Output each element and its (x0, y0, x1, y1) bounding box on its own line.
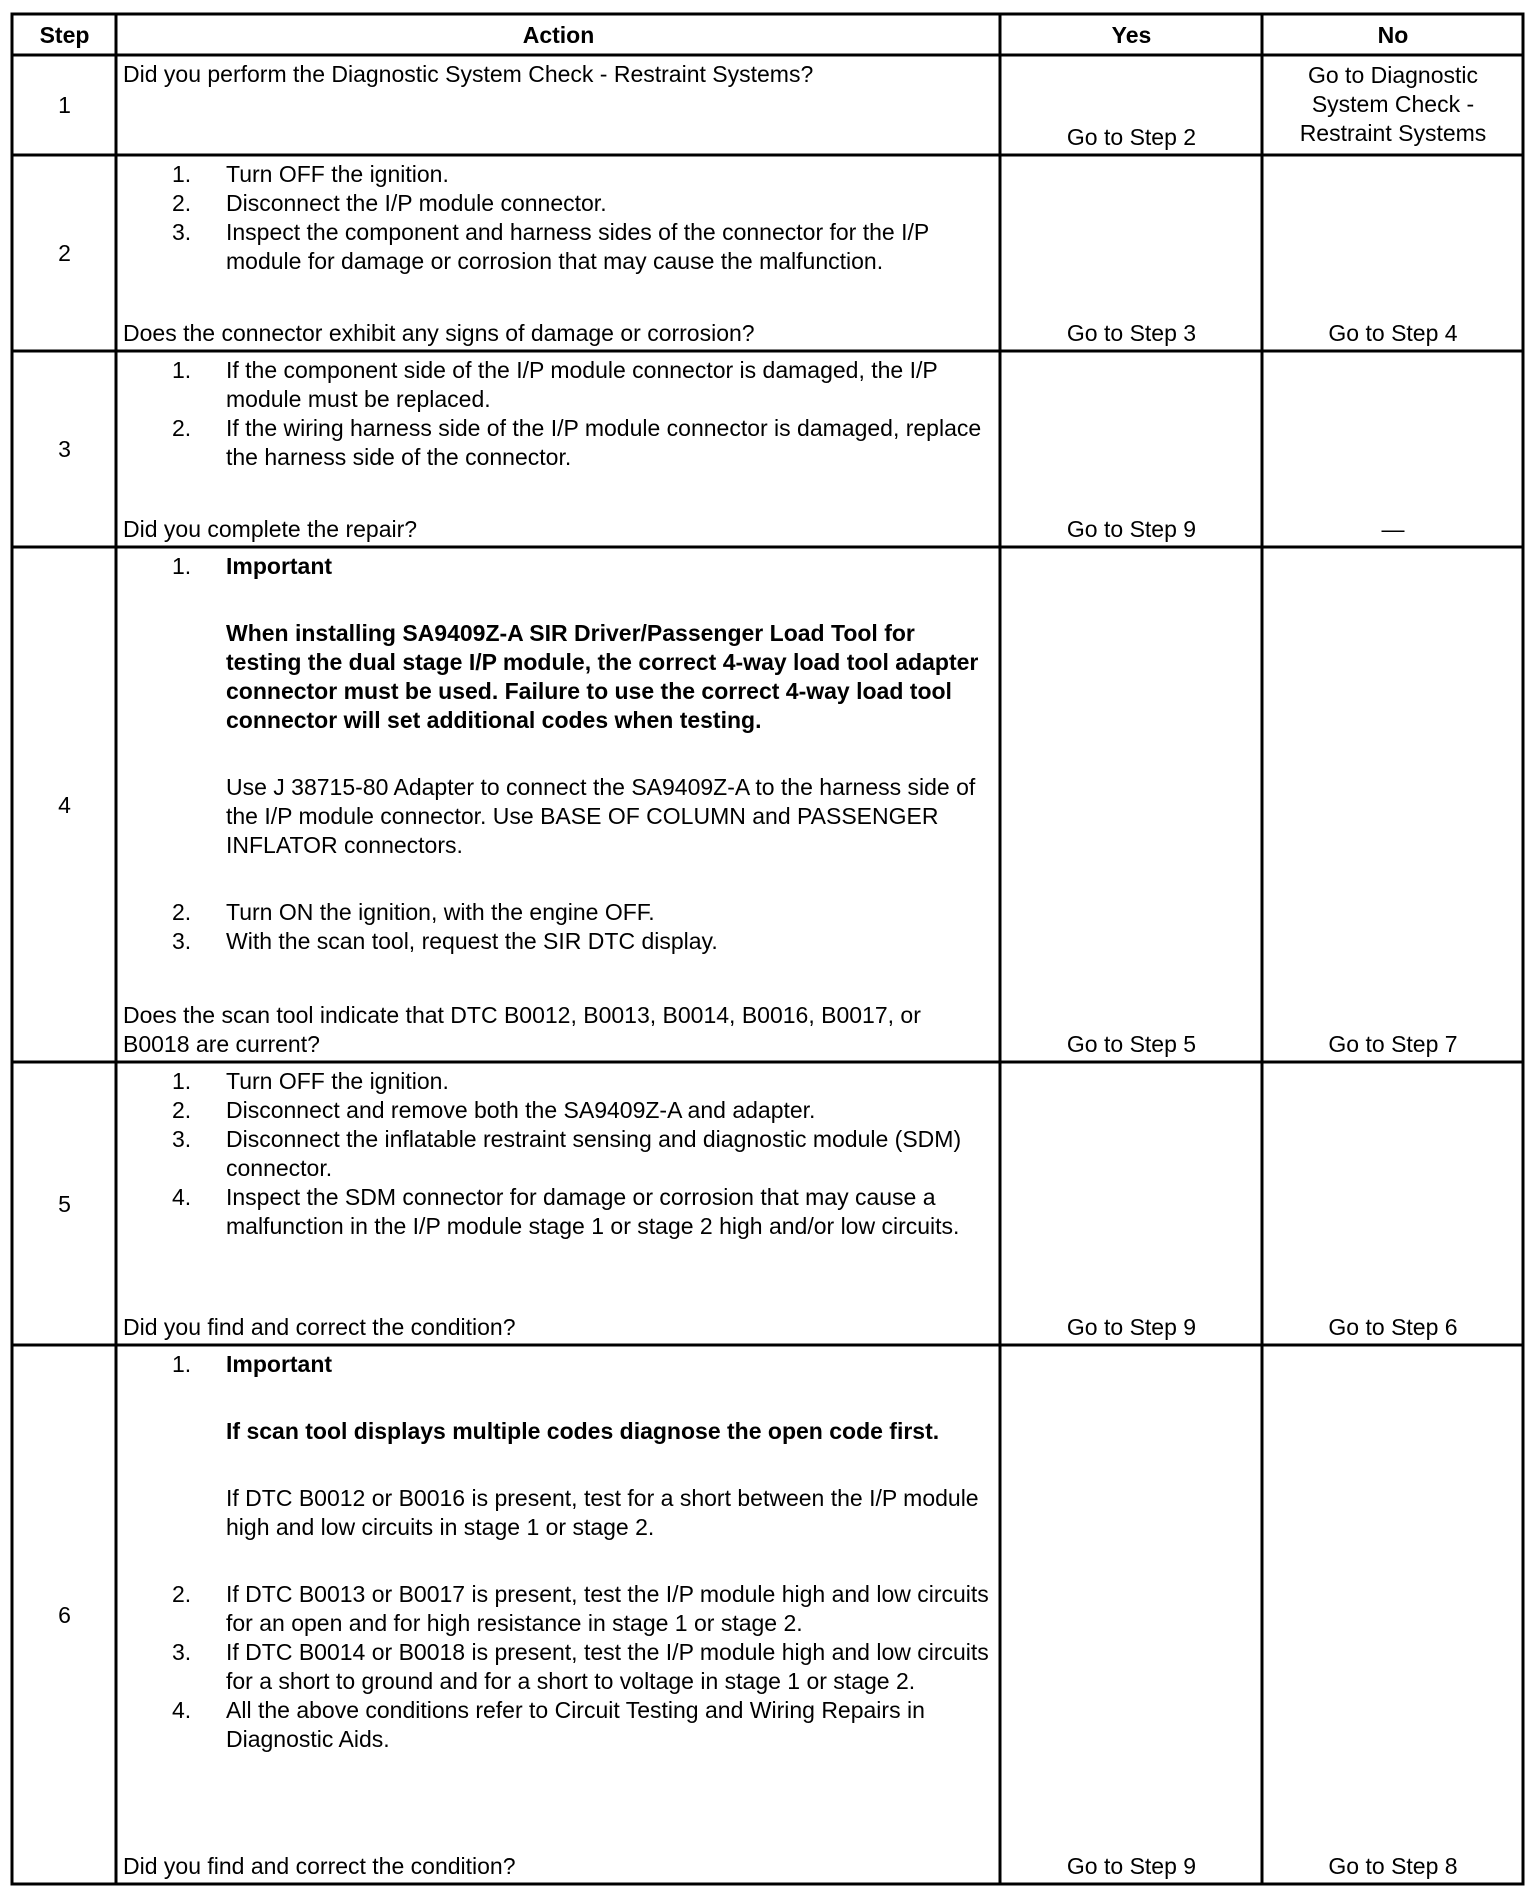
no-answer (1264, 1347, 1522, 1883)
header-no: No (1377, 21, 1409, 48)
yes-text: Go to Step 2 (1066, 124, 1197, 150)
important-note: If scan tool displays multiple codes diagnose the open code first. (226, 1418, 940, 1444)
list-item: 4. All the above conditions refer to Circuit Testing and Wiring Repairs in Diagnostic Aids. (172, 1697, 925, 1752)
action-question: Did you find and correct the condition? (123, 1853, 516, 1879)
action-steps (123, 160, 993, 276)
action-steps (123, 356, 993, 472)
important-label: Important (226, 553, 333, 579)
no-answer (1264, 1064, 1522, 1344)
action-question: Did you perform the Diagnostic System Check - Restraint Systems? (123, 61, 814, 87)
list-item: 4. Inspect the SDM connector for damage or corrosion that may cause a malfunction in the I/P module stage 1 or stage 2 high and/or low circuits. (172, 1184, 960, 1239)
list-item: 2. Turn ON the ignition, with the engine OFF. (172, 899, 655, 925)
action-cell (118, 549, 999, 1061)
list-item: 1. Important If scan tool displays multiple codes diagnose the open code first. If DTC B0012 or B0016 is present, test for a short between the I/P module high and low circuits in stage 1 or stage 2. (123, 1350, 993, 1580)
no-text: Go to Step 6 (1328, 1314, 1458, 1340)
action-cell (118, 1064, 999, 1344)
action-cell (118, 157, 999, 350)
action-cell (118, 353, 999, 546)
action-question: Does the scan tool indicate that DTC B0012, B0013, B0014, B0016, B0017, or B0018 are current? (123, 1002, 921, 1057)
no-text: Go to Step 8 (1328, 1853, 1458, 1879)
yes-answer (1002, 157, 1261, 350)
yes-text: Go to Step 5 (1066, 1031, 1197, 1057)
action-steps (123, 1350, 993, 1754)
action-question: Did you find and correct the condition? (123, 1314, 516, 1340)
yes-text: Go to Step 3 (1066, 320, 1197, 346)
important-note: When installing SA9409Z-A SIR Driver/Passenger Load Tool for testing the dual stage I/P module, the correct 4-way load tool adapter connector must be used. Failure to use the correct 4-way load tool connector will set additional codes when testing. (226, 620, 979, 733)
header-action: Action (522, 21, 595, 48)
no-text: Go to Step 7 (1328, 1031, 1458, 1057)
list-item: 2. If DTC B0013 or B0017 is present, test the I/P module high and low circuits for an open and for high resistance in stage 1 or stage 2. (172, 1581, 989, 1636)
step-number: 2 (58, 240, 71, 266)
header-yes: Yes (1111, 21, 1152, 48)
action-cell (118, 57, 999, 154)
no-answer (1264, 353, 1522, 546)
yes-answer (1002, 549, 1261, 1061)
no-text: — (1381, 516, 1405, 542)
list-item: 1. Important When installing SA9409Z-A SIR Driver/Passenger Load Tool for testing the dual stage I/P module, the correct 4-way load tool adapter connector must be used. Failure to use the correct 4-way load tool connector will set additional codes when testing. Use J 38715-80 Adapter to connect the SA9409Z-A to the harness side of the I/P module connector. Use BASE OF COLUMN and PASSENGER INFLATOR connectors. (123, 552, 993, 898)
yes-text: Go to Step 9 (1066, 1853, 1197, 1879)
important-label: Important (226, 1351, 333, 1377)
action-steps (123, 1067, 993, 1241)
yes-answer (1002, 57, 1261, 154)
no-answer (1264, 549, 1522, 1061)
no-text: Go to Step 4 (1328, 320, 1458, 346)
header-step: Step (39, 21, 90, 48)
step-number: 4 (58, 791, 71, 818)
step-number: 1 (58, 92, 71, 118)
yes-text: Go to Step 9 (1066, 1314, 1197, 1340)
list-item: 1. Turn OFF the ignition. (172, 161, 449, 187)
step-number: 3 (58, 436, 71, 462)
list-item: 2. If the wiring harness side of the I/P module connector is damaged, replace the harness side of the connector. (172, 415, 982, 470)
action-steps (123, 552, 993, 956)
list-item: 3. If DTC B0014 or B0018 is present, test the I/P module high and low circuits for a short to ground and for a short to voltage in stage 1 or stage 2. (172, 1639, 989, 1694)
no-answer (1264, 157, 1522, 350)
step-number: 6 (58, 1601, 71, 1628)
list-item: 3. Inspect the component and harness sides of the connector for the I/P module for damage or corrosion that may cause the malfunction. (172, 219, 929, 274)
step-number: 5 (58, 1190, 71, 1217)
yes-text: Go to Step 9 (1066, 516, 1197, 542)
action-question: Did you complete the repair? (123, 516, 418, 542)
yes-answer (1002, 1347, 1261, 1883)
no-answer (1264, 57, 1522, 154)
list-item: 3. Disconnect the inflatable restraint sensing and diagnostic module (SDM) connector. (172, 1126, 962, 1181)
list-item: 3. With the scan tool, request the SIR DTC display. (172, 928, 718, 954)
yes-answer (1002, 353, 1261, 546)
step-text: Use J 38715-80 Adapter to connect the SA9409Z-A to the harness side of the I/P module connector. Use BASE OF COLUMN and PASSENGER INFLATOR connectors. (226, 774, 976, 858)
list-item: 1. Turn OFF the ignition. (172, 1068, 449, 1094)
list-item: 1. If the component side of the I/P module connector is damaged, the I/P module must be replaced. (172, 357, 938, 412)
yes-answer (1002, 1064, 1261, 1344)
list-item: 2. Disconnect and remove both the SA9409Z-A and adapter. (172, 1097, 816, 1123)
list-item: 2. Disconnect the I/P module connector. (172, 190, 607, 216)
action-question: Does the connector exhibit any signs of damage or corrosion? (123, 320, 755, 346)
action-cell (118, 1347, 999, 1883)
step-text: If DTC B0012 or B0016 is present, test for a short between the I/P module high and low circuits in stage 1 or stage 2. (226, 1485, 979, 1540)
no-text: Go to Diagnostic System Check - Restraint Systems (1299, 62, 1487, 146)
